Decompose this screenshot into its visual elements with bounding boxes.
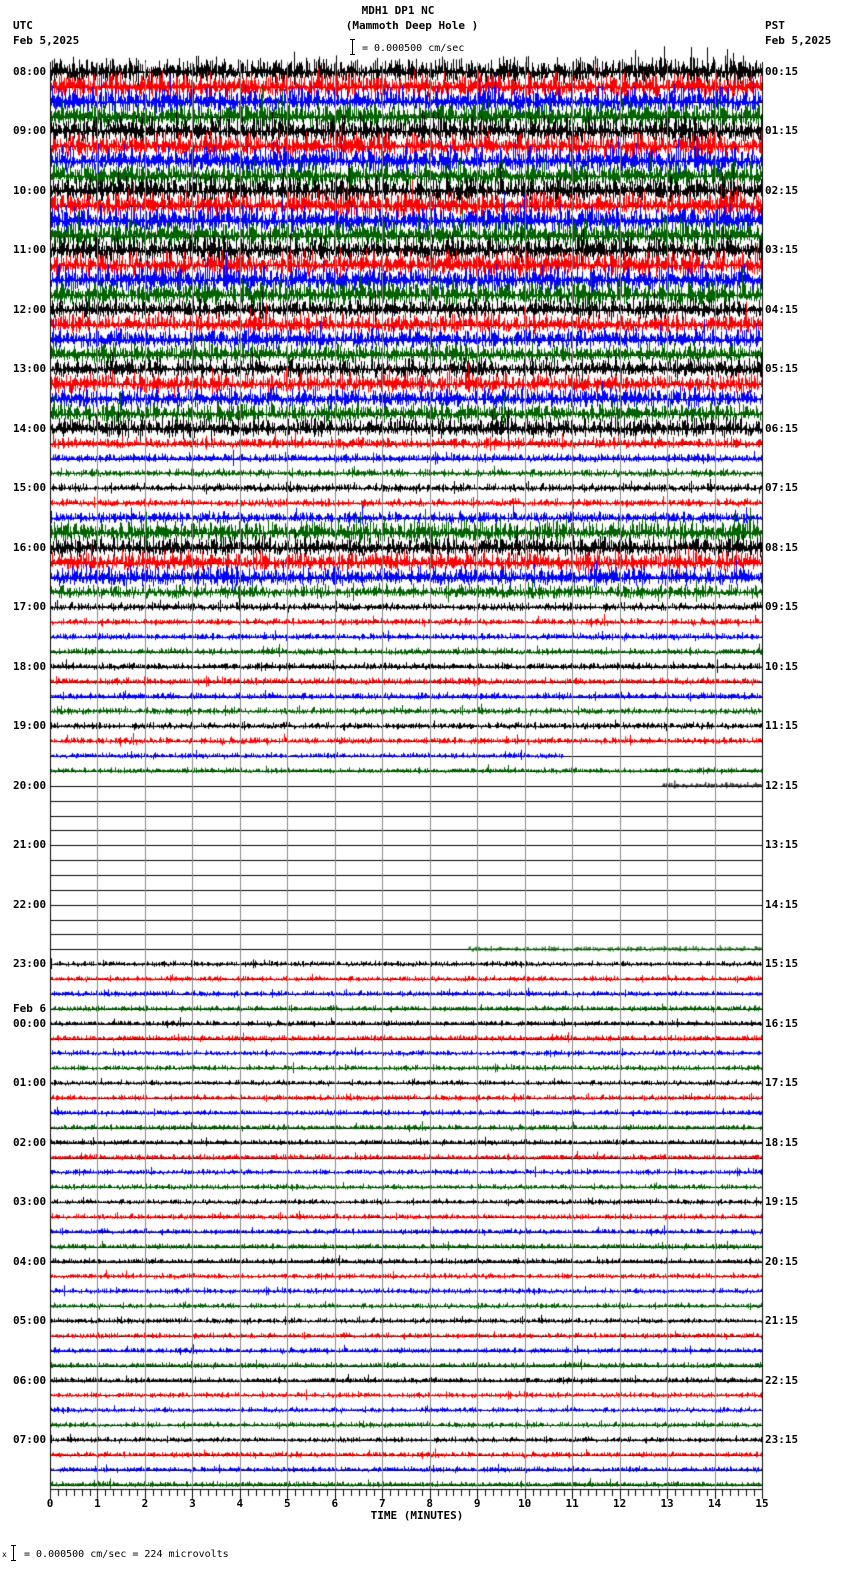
pst-hour-label: 03:15 bbox=[765, 243, 799, 257]
pst-hour-label: 06:15 bbox=[765, 421, 799, 435]
left-date: Feb 5,2025 bbox=[13, 34, 80, 47]
pst-hour-label: 01:15 bbox=[765, 124, 799, 138]
scale-text: = 0.000500 cm/sec bbox=[362, 43, 465, 54]
footer-scale-prefix: x bbox=[2, 1550, 7, 1559]
pst-hour-label: 11:15 bbox=[765, 719, 799, 733]
pst-hour-label: 17:15 bbox=[765, 1076, 799, 1090]
pst-hour-label: 05:15 bbox=[765, 362, 799, 376]
x-axis-label: TIME (MINUTES) bbox=[370, 1509, 464, 1522]
day-change-label: Feb 6 bbox=[13, 1002, 47, 1015]
pst-hour-label: 10:15 bbox=[765, 659, 799, 673]
utc-hour-label: 09:00 bbox=[13, 124, 47, 138]
utc-hour-label: 14:00 bbox=[13, 421, 47, 435]
station-location: (Mammoth Deep Hole ) bbox=[345, 19, 479, 32]
utc-hour-label: 17:00 bbox=[13, 600, 47, 614]
utc-hour-label: 13:00 bbox=[13, 362, 47, 376]
pst-hour-label: 19:15 bbox=[765, 1195, 799, 1209]
utc-hour-label: 15:00 bbox=[13, 481, 47, 495]
pst-hour-label: 18:15 bbox=[765, 1135, 799, 1149]
pst-hour-label: 08:15 bbox=[765, 540, 799, 554]
pst-hour-label: 21:15 bbox=[765, 1314, 799, 1328]
x-tick-label: 8 bbox=[426, 1497, 434, 1510]
x-tick-label: 0 bbox=[46, 1497, 54, 1510]
utc-hour-label: 16:00 bbox=[13, 540, 47, 554]
utc-hour-label: 07:00 bbox=[13, 1433, 47, 1447]
pst-hour-label: 12:15 bbox=[765, 778, 799, 792]
utc-hour-label: 04:00 bbox=[13, 1254, 47, 1268]
pst-hour-label: 07:15 bbox=[765, 481, 799, 495]
pst-hour-label: 20:15 bbox=[765, 1254, 799, 1268]
x-tick-label: 7 bbox=[378, 1497, 386, 1510]
x-tick-label: 5 bbox=[284, 1497, 291, 1510]
pst-hour-label: 14:15 bbox=[765, 897, 799, 911]
utc-hour-label: 05:00 bbox=[13, 1314, 47, 1328]
x-tick-label: 15 bbox=[755, 1497, 769, 1510]
x-tick-label: 6 bbox=[331, 1497, 339, 1510]
pst-hour-label: 23:15 bbox=[765, 1433, 799, 1447]
pst-hour-label: 00:15 bbox=[765, 65, 799, 78]
x-tick-label: 10 bbox=[518, 1497, 532, 1510]
utc-hour-label: 10:00 bbox=[13, 183, 47, 197]
utc-hour-label: 23:00 bbox=[13, 957, 47, 971]
utc-hour-label: 01:00 bbox=[13, 1076, 47, 1090]
pst-hour-label: 15:15 bbox=[765, 957, 799, 971]
utc-hour-label: 21:00 bbox=[13, 838, 47, 852]
x-tick-label: 13 bbox=[660, 1497, 674, 1510]
pst-hour-label: 09:15 bbox=[765, 600, 799, 614]
x-tick-label: 2 bbox=[141, 1497, 149, 1510]
utc-hour-label: 06:00 bbox=[13, 1373, 47, 1387]
x-tick-label: 9 bbox=[473, 1497, 481, 1510]
utc-hour-label: 19:00 bbox=[13, 719, 47, 733]
x-tick-label: 4 bbox=[236, 1497, 244, 1510]
utc-hour-label: 12:00 bbox=[13, 302, 47, 316]
utc-hour-label: 00:00 bbox=[13, 1016, 47, 1030]
utc-hour-label: 03:00 bbox=[13, 1195, 47, 1209]
right-timezone: PST bbox=[765, 19, 785, 32]
pst-hour-label: 22:15 bbox=[765, 1373, 799, 1387]
footer-scale-bar-icon bbox=[11, 1545, 16, 1561]
station-title: MDH1 DP1 NC bbox=[361, 4, 435, 17]
utc-hour-label: 02:00 bbox=[13, 1135, 47, 1149]
utc-hour-label: 18:00 bbox=[13, 659, 47, 673]
pst-hour-label: 02:15 bbox=[765, 183, 799, 197]
utc-hour-label: 11:00 bbox=[13, 243, 47, 257]
x-tick-label: 12 bbox=[612, 1497, 627, 1510]
utc-hour-label: 22:00 bbox=[13, 897, 47, 911]
x-tick-label: 1 bbox=[94, 1497, 101, 1510]
x-tick-label: 3 bbox=[189, 1497, 196, 1510]
pst-hour-label: 04:15 bbox=[765, 302, 799, 316]
x-tick-label: 11 bbox=[565, 1497, 579, 1510]
pst-hour-label: 16:15 bbox=[765, 1016, 799, 1030]
right-date: Feb 5,2025 bbox=[765, 34, 832, 47]
scale-bar-icon bbox=[350, 39, 355, 55]
pst-hour-label: 13:15 bbox=[765, 838, 799, 852]
utc-hour-label: 08:00 bbox=[13, 65, 47, 78]
footer-scale-text: = 0.000500 cm/sec = 224 microvolts bbox=[24, 1549, 229, 1560]
x-tick-label: 14 bbox=[707, 1497, 722, 1510]
utc-hour-label: 20:00 bbox=[13, 778, 47, 792]
left-timezone: UTC bbox=[13, 19, 33, 32]
